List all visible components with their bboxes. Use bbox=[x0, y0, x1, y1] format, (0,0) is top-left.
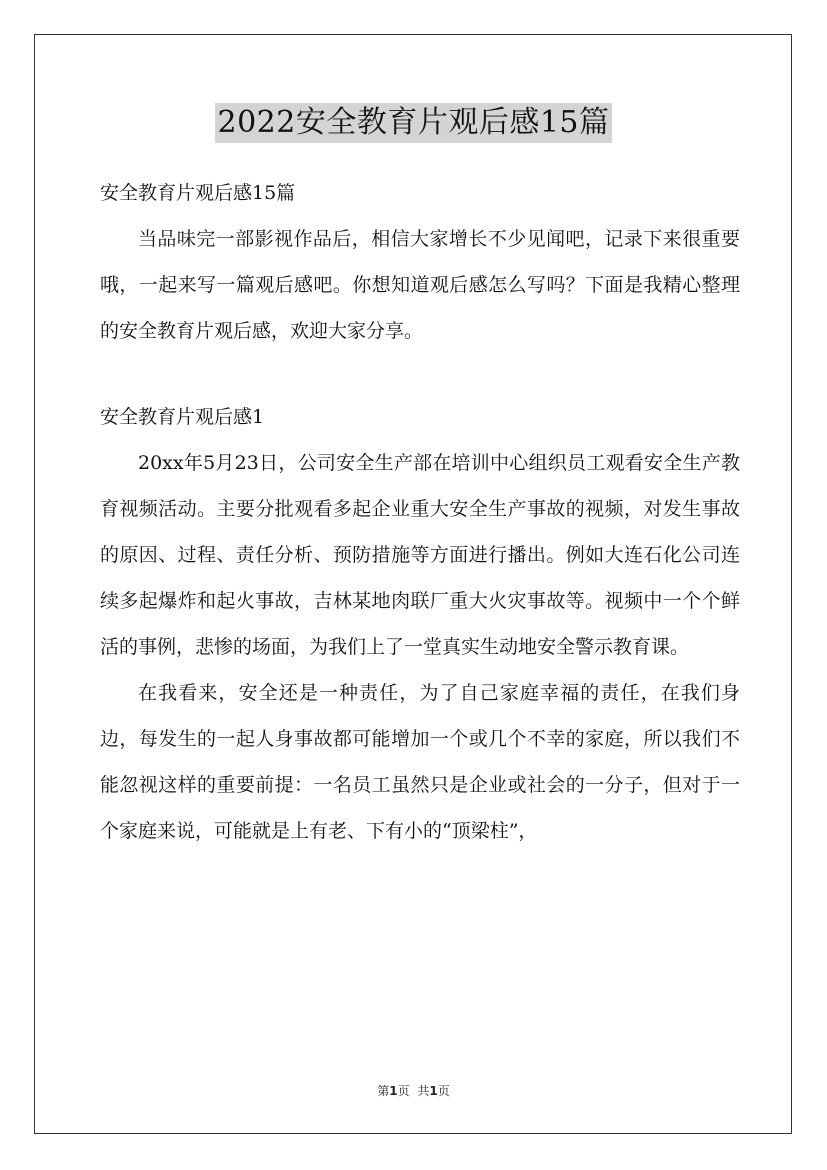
document-body bbox=[100, 170, 740, 854]
page-number: 1 bbox=[389, 1084, 398, 1098]
document-subtitle: 安全教育片观后感15篇 bbox=[100, 182, 296, 204]
page-prefix: 第 bbox=[377, 1084, 390, 1098]
section-paragraph-2: 在我看来，安全还是一种责任，为了自己家庭幸福的责任，在我们身边，每发生的一起人身事故都可能增加一个或几个不幸的家庭，所以我们不能忽视这样的重要前提：一名员工虽然只是企业或社会的一分子，但对于一个家庭来说，可能就是上有老、下有小的“顶梁柱”， bbox=[100, 682, 740, 842]
section-paragraph-1: 20xx年5月23日，公司安全生产部在培训中心组织员工观看安全生产教育视频活动。主要分批观看多起企业重大安全生产事故的视频，对发生事故的原因、过程、责任分析、预防措施等方面进行播出。例如大连石化公司连续多起爆炸和起火事故，吉林某地肉联厂重大火灾事故等。视频中一个个鲜活的事例，悲惨的场面，为我们上了一堂真实生动地安全警示教育课。 bbox=[100, 452, 740, 658]
title-container bbox=[0, 103, 827, 143]
section-gap bbox=[100, 354, 740, 394]
section-heading: 安全教育片观后感1 bbox=[100, 406, 265, 428]
total-suffix: 页 bbox=[437, 1084, 450, 1098]
intro-paragraph: 当品味完一部影视作品后，相信大家增长不少见闻吧，记录下来很重要哦，一起来写一篇观后感吧。你想知道观后感怎么写吗？下面是我精心整理的安全教育片观后感，欢迎大家分享。 bbox=[100, 228, 740, 342]
page-footer bbox=[0, 1082, 827, 1099]
page-suffix: 页 bbox=[397, 1084, 410, 1098]
total-prefix: 共 bbox=[417, 1084, 430, 1098]
document-title: 2022安全教育片观后感15篇 bbox=[215, 103, 611, 143]
total-pages: 1 bbox=[429, 1084, 438, 1098]
